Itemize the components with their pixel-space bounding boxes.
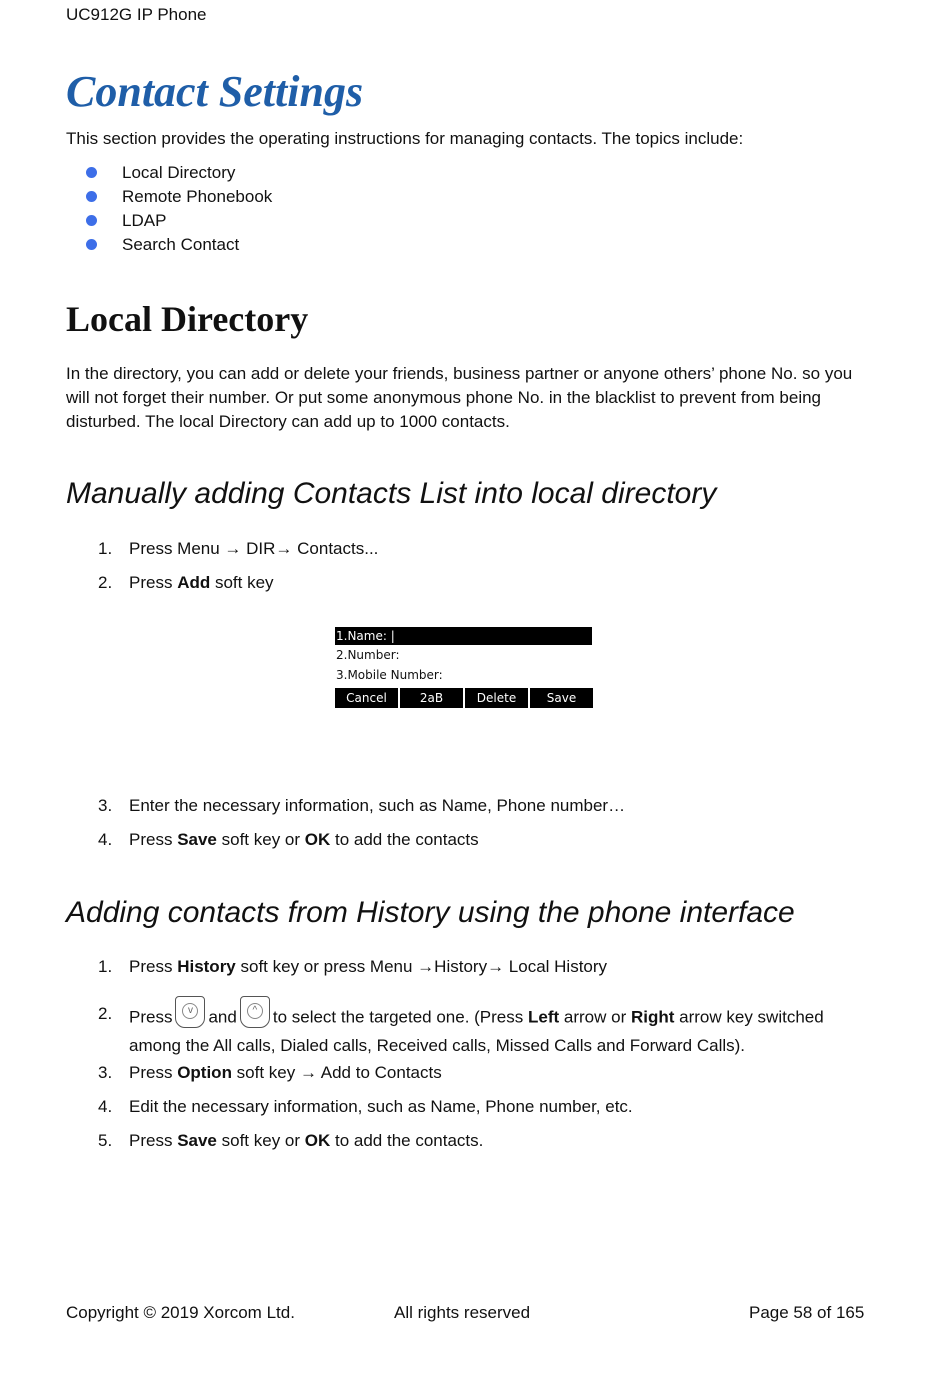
list-item: Local Directory xyxy=(86,161,272,185)
step-item: 2. Press Add soft key xyxy=(98,573,274,592)
step-item: 5. Press Save soft key or OK to add the contacts. xyxy=(98,1131,484,1150)
bullet-icon xyxy=(86,191,97,202)
footer-page-number: Page 58 of 165 xyxy=(749,1303,865,1322)
chapter-title: Contact Settings xyxy=(66,67,364,116)
screen-row-name: 1.Name: | xyxy=(335,627,592,645)
softkey-delete: Delete xyxy=(465,688,528,708)
step-item: 1. Press Menu → DIR→ Contacts... xyxy=(98,539,379,558)
screen-row-number: 2.Number: xyxy=(336,648,400,662)
intro-text: This section provides the operating instructions for managing contacts. The topics include: xyxy=(66,129,744,148)
step-item: 4. Edit the necessary information, such as Name, Phone number, etc. xyxy=(98,1097,633,1116)
running-header: UC912G IP Phone xyxy=(66,5,207,24)
softkey-save: Save xyxy=(530,688,593,708)
step-item: 4. Press Save soft key or OK to add the contacts xyxy=(98,830,479,849)
bullet-icon xyxy=(86,167,97,178)
list-item: Search Contact xyxy=(86,233,272,257)
topic-list xyxy=(86,161,272,257)
bullet-icon xyxy=(86,215,97,226)
footer-rights: All rights reserved xyxy=(394,1303,531,1322)
section-heading-local-directory: Local Directory xyxy=(66,299,309,339)
subsection-heading-manual: Manually adding Contacts List into local directory xyxy=(66,477,717,510)
softkey-bar xyxy=(335,688,595,708)
down-key-icon: v xyxy=(175,996,205,1028)
up-key-icon: ^ xyxy=(240,996,270,1028)
phone-screen-image xyxy=(335,627,595,715)
local-directory-paragraph: In the directory, you can add or delete your friends, business partner or anyone others’ phone No. so you will not forget their number. Or put some anonymous phone No. in the blacklist to prevent from being disturbed. The local Directory can add up to 1000 contacts. xyxy=(66,364,853,431)
step-item: 3. Enter the necessary information, such as Name, Phone number… xyxy=(98,796,626,815)
footer-copyright: Copyright © 2019 Xorcom Ltd. xyxy=(66,1303,295,1322)
bullet-icon xyxy=(86,239,97,250)
subsection-heading-history: Adding contacts from History using the phone interface xyxy=(66,896,795,929)
list-item: LDAP xyxy=(86,209,272,233)
step-item: 2. Press v and ^ to select the targeted one. (Press Left arrow or Right arrow key switched among the All calls, Dialed calls, Received calls, Missed Calls and Forward Calls). xyxy=(98,1002,868,1058)
step-item: 1. Press History soft key or press Menu →History→ Local History xyxy=(98,957,608,976)
list-item: Remote Phonebook xyxy=(86,185,272,209)
softkey-input-mode: 2aB xyxy=(400,688,463,708)
softkey-cancel: Cancel xyxy=(335,688,398,708)
step-item: 3. Press Option soft key → Add to Contacts xyxy=(98,1063,442,1082)
screen-row-mobile: 3.Mobile Number: xyxy=(336,668,443,682)
